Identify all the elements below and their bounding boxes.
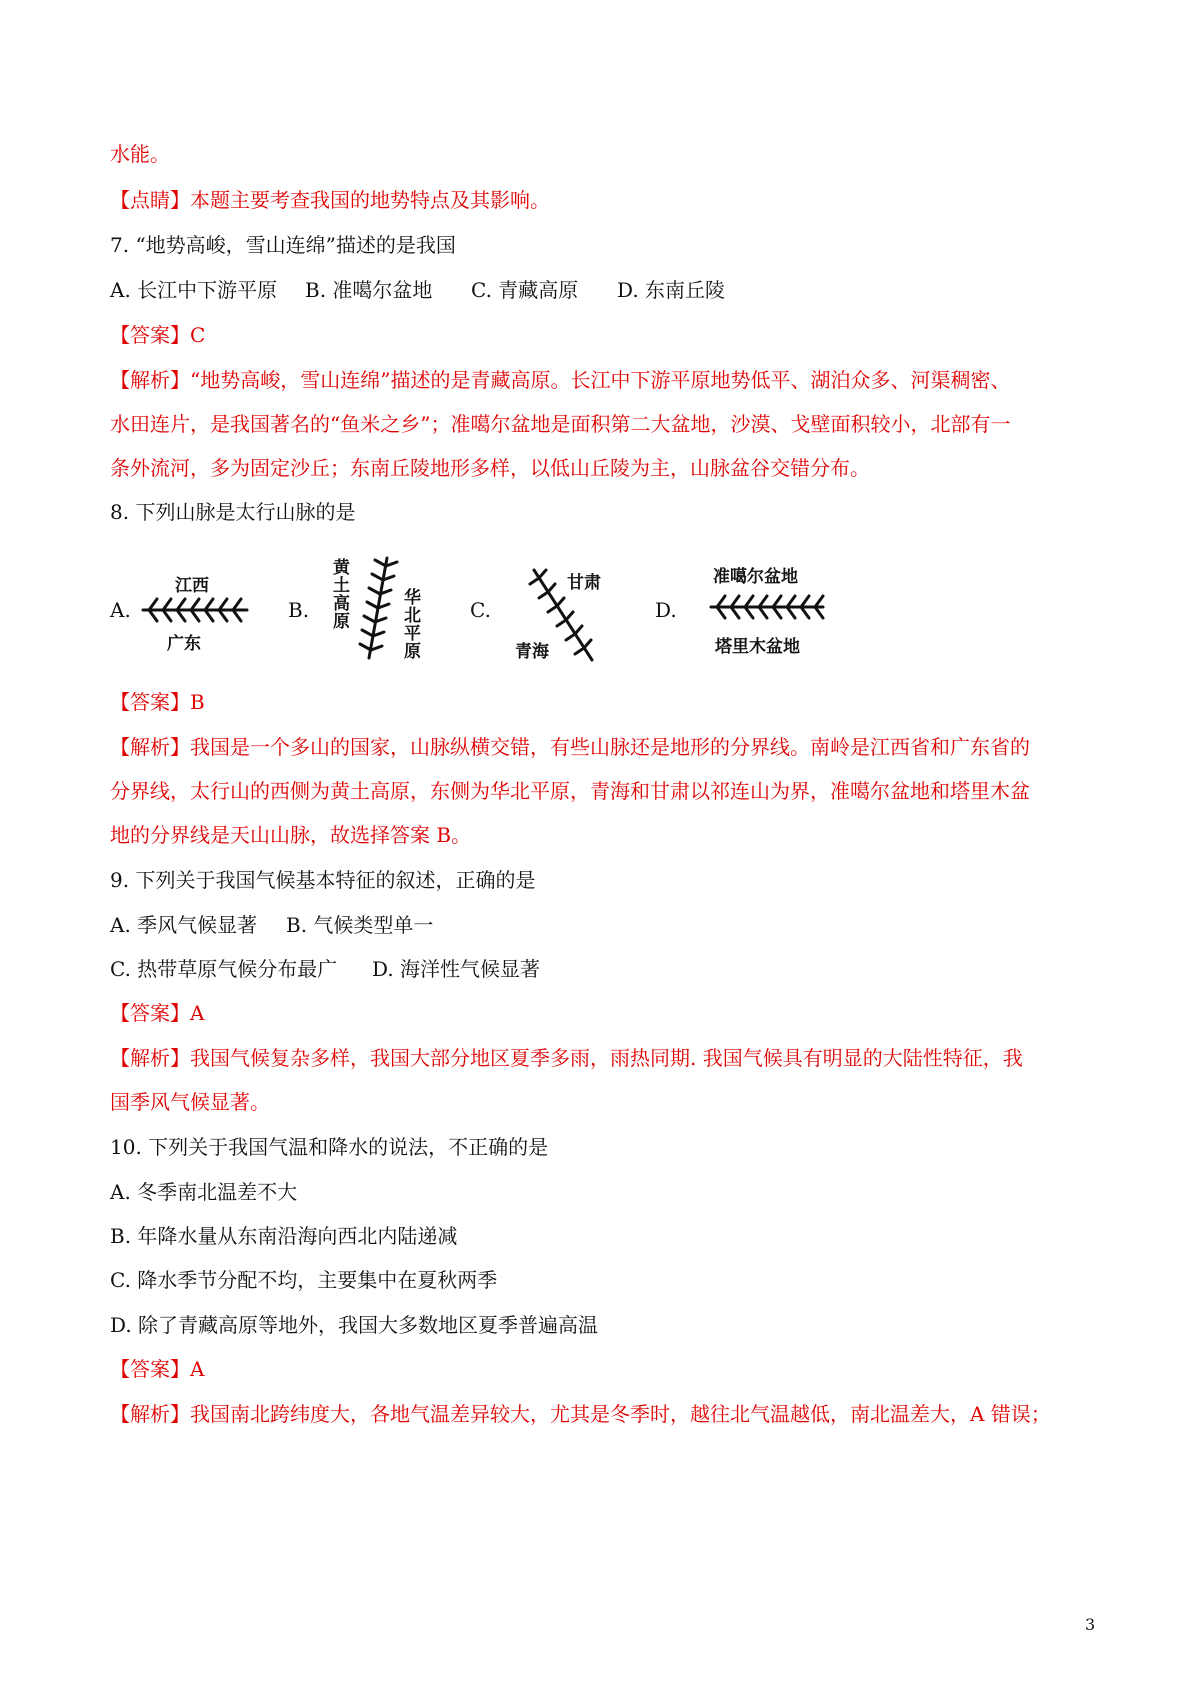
explanation-line: 【解析】“地势高峻，雪山连绵”描述的是青藏高原。长江中下游平原地势低平、湖泊众多、河渠稠密、 <box>110 368 1011 392</box>
mountain-diagram-c <box>512 560 612 665</box>
explanation-line: 【解析】我国南北跨纬度大，各地气温差异较大，尤其是冬季时，越往北气温越低，南北温差大，A 错误； <box>110 1402 1051 1426</box>
answer-label: 【答案】A <box>110 1357 205 1381</box>
option-d-marker: D. <box>655 598 677 622</box>
text-line: 水能。 <box>110 142 170 166</box>
diagram-label-bottom: 塔里木盆地 <box>715 637 800 657</box>
option-a: A. 季风气候显著 <box>110 913 258 937</box>
explanation-line: 地的分界线是天山山脉，故选择答案 B。 <box>110 823 472 847</box>
explanation-line: 【解析】我国气候复杂多样，我国大部分地区夏季多雨，雨热同期. 我国气候具有明显的大陆性特征，我 <box>110 1046 1023 1070</box>
diagram-label-top: 江西 <box>175 576 209 596</box>
option-d: D. 除了青藏高原等地外，我国大多数地区夏季普遍高温 <box>110 1313 599 1337</box>
option-b: B. 气候类型单一 <box>286 913 434 937</box>
question-10-stem: 10. 下列关于我国气温和降水的说法，不正确的是 <box>110 1135 549 1159</box>
question-9-options-row2 <box>110 955 540 983</box>
diagram-label-right: 华北平原 <box>400 588 420 660</box>
diagram-label-top: 准噶尔盆地 <box>713 567 798 587</box>
mountain-diagram-b <box>325 552 445 667</box>
mountain-diagram-a <box>135 565 255 655</box>
option-d: D. 海洋性气候显著 <box>372 957 541 981</box>
option-d: D. 东南丘陵 <box>617 278 726 302</box>
answer-label: 【答案】C <box>110 323 206 347</box>
explanation-line: 【解析】我国是一个多山的国家，山脉纵横交错，有些山脉还是地形的分界线。南岭是江西省和广东省的 <box>110 735 1030 759</box>
diagram-label-top: 甘肃 <box>567 573 601 593</box>
question-9-stem: 9. 下列关于我国气候基本特征的叙述，正确的是 <box>110 868 536 892</box>
option-c-marker: C. <box>470 598 491 622</box>
page-number: 3 <box>1085 1615 1096 1634</box>
question-7-stem: 7. “地势高峻，雪山连绵”描述的是我国 <box>110 233 456 257</box>
diagram-label-bottom: 广东 <box>167 634 201 654</box>
option-b-marker: B. <box>288 598 310 622</box>
option-b: B. 准噶尔盆地 <box>305 278 433 302</box>
diagram-label-left: 黄土高原 <box>329 558 349 630</box>
mountain-diagram-d <box>705 560 835 660</box>
explanation-line: 分界线，太行山的西侧为黄土高原，东侧为华北平原，青海和甘肃以祁连山为界，准噶尔盆地和塔里木盆 <box>110 779 1030 803</box>
option-c: C. 热带草原气候分布最广 <box>110 957 338 981</box>
option-c: C. 降水季节分配不均，主要集中在夏秋两季 <box>110 1268 498 1292</box>
question-7-options <box>110 276 725 304</box>
explanation-line: 条外流河，多为固定沙丘；东南丘陵地形多样，以低山丘陵为主，山脉盆谷交错分布。 <box>110 456 870 480</box>
explanation-line: 水田连片，是我国著名的“鱼米之乡”；准噶尔盆地是面积第二大盆地，沙漠、戈壁面积较小，北部有一 <box>110 412 1011 436</box>
explanation-line: 国季风气候显著。 <box>110 1090 270 1114</box>
option-a: A. 长江中下游平原 <box>110 278 278 302</box>
question-9-options-row1 <box>110 911 433 939</box>
option-b: B. 年降水量从东南沿海向西北内陆递减 <box>110 1224 458 1248</box>
answer-label: 【答案】A <box>110 1001 205 1025</box>
question-8-stem: 8. 下列山脉是太行山脉的是 <box>110 500 356 524</box>
tip-line: 【点睛】本题主要考查我国的地势特点及其影响。 <box>110 188 550 212</box>
option-c: C. 青藏高原 <box>471 278 579 302</box>
answer-label: 【答案】B <box>110 690 205 714</box>
option-a-marker: A. <box>110 598 131 622</box>
option-a: A. 冬季南北温差不大 <box>110 1180 298 1204</box>
diagram-label-bottom: 青海 <box>515 642 549 662</box>
